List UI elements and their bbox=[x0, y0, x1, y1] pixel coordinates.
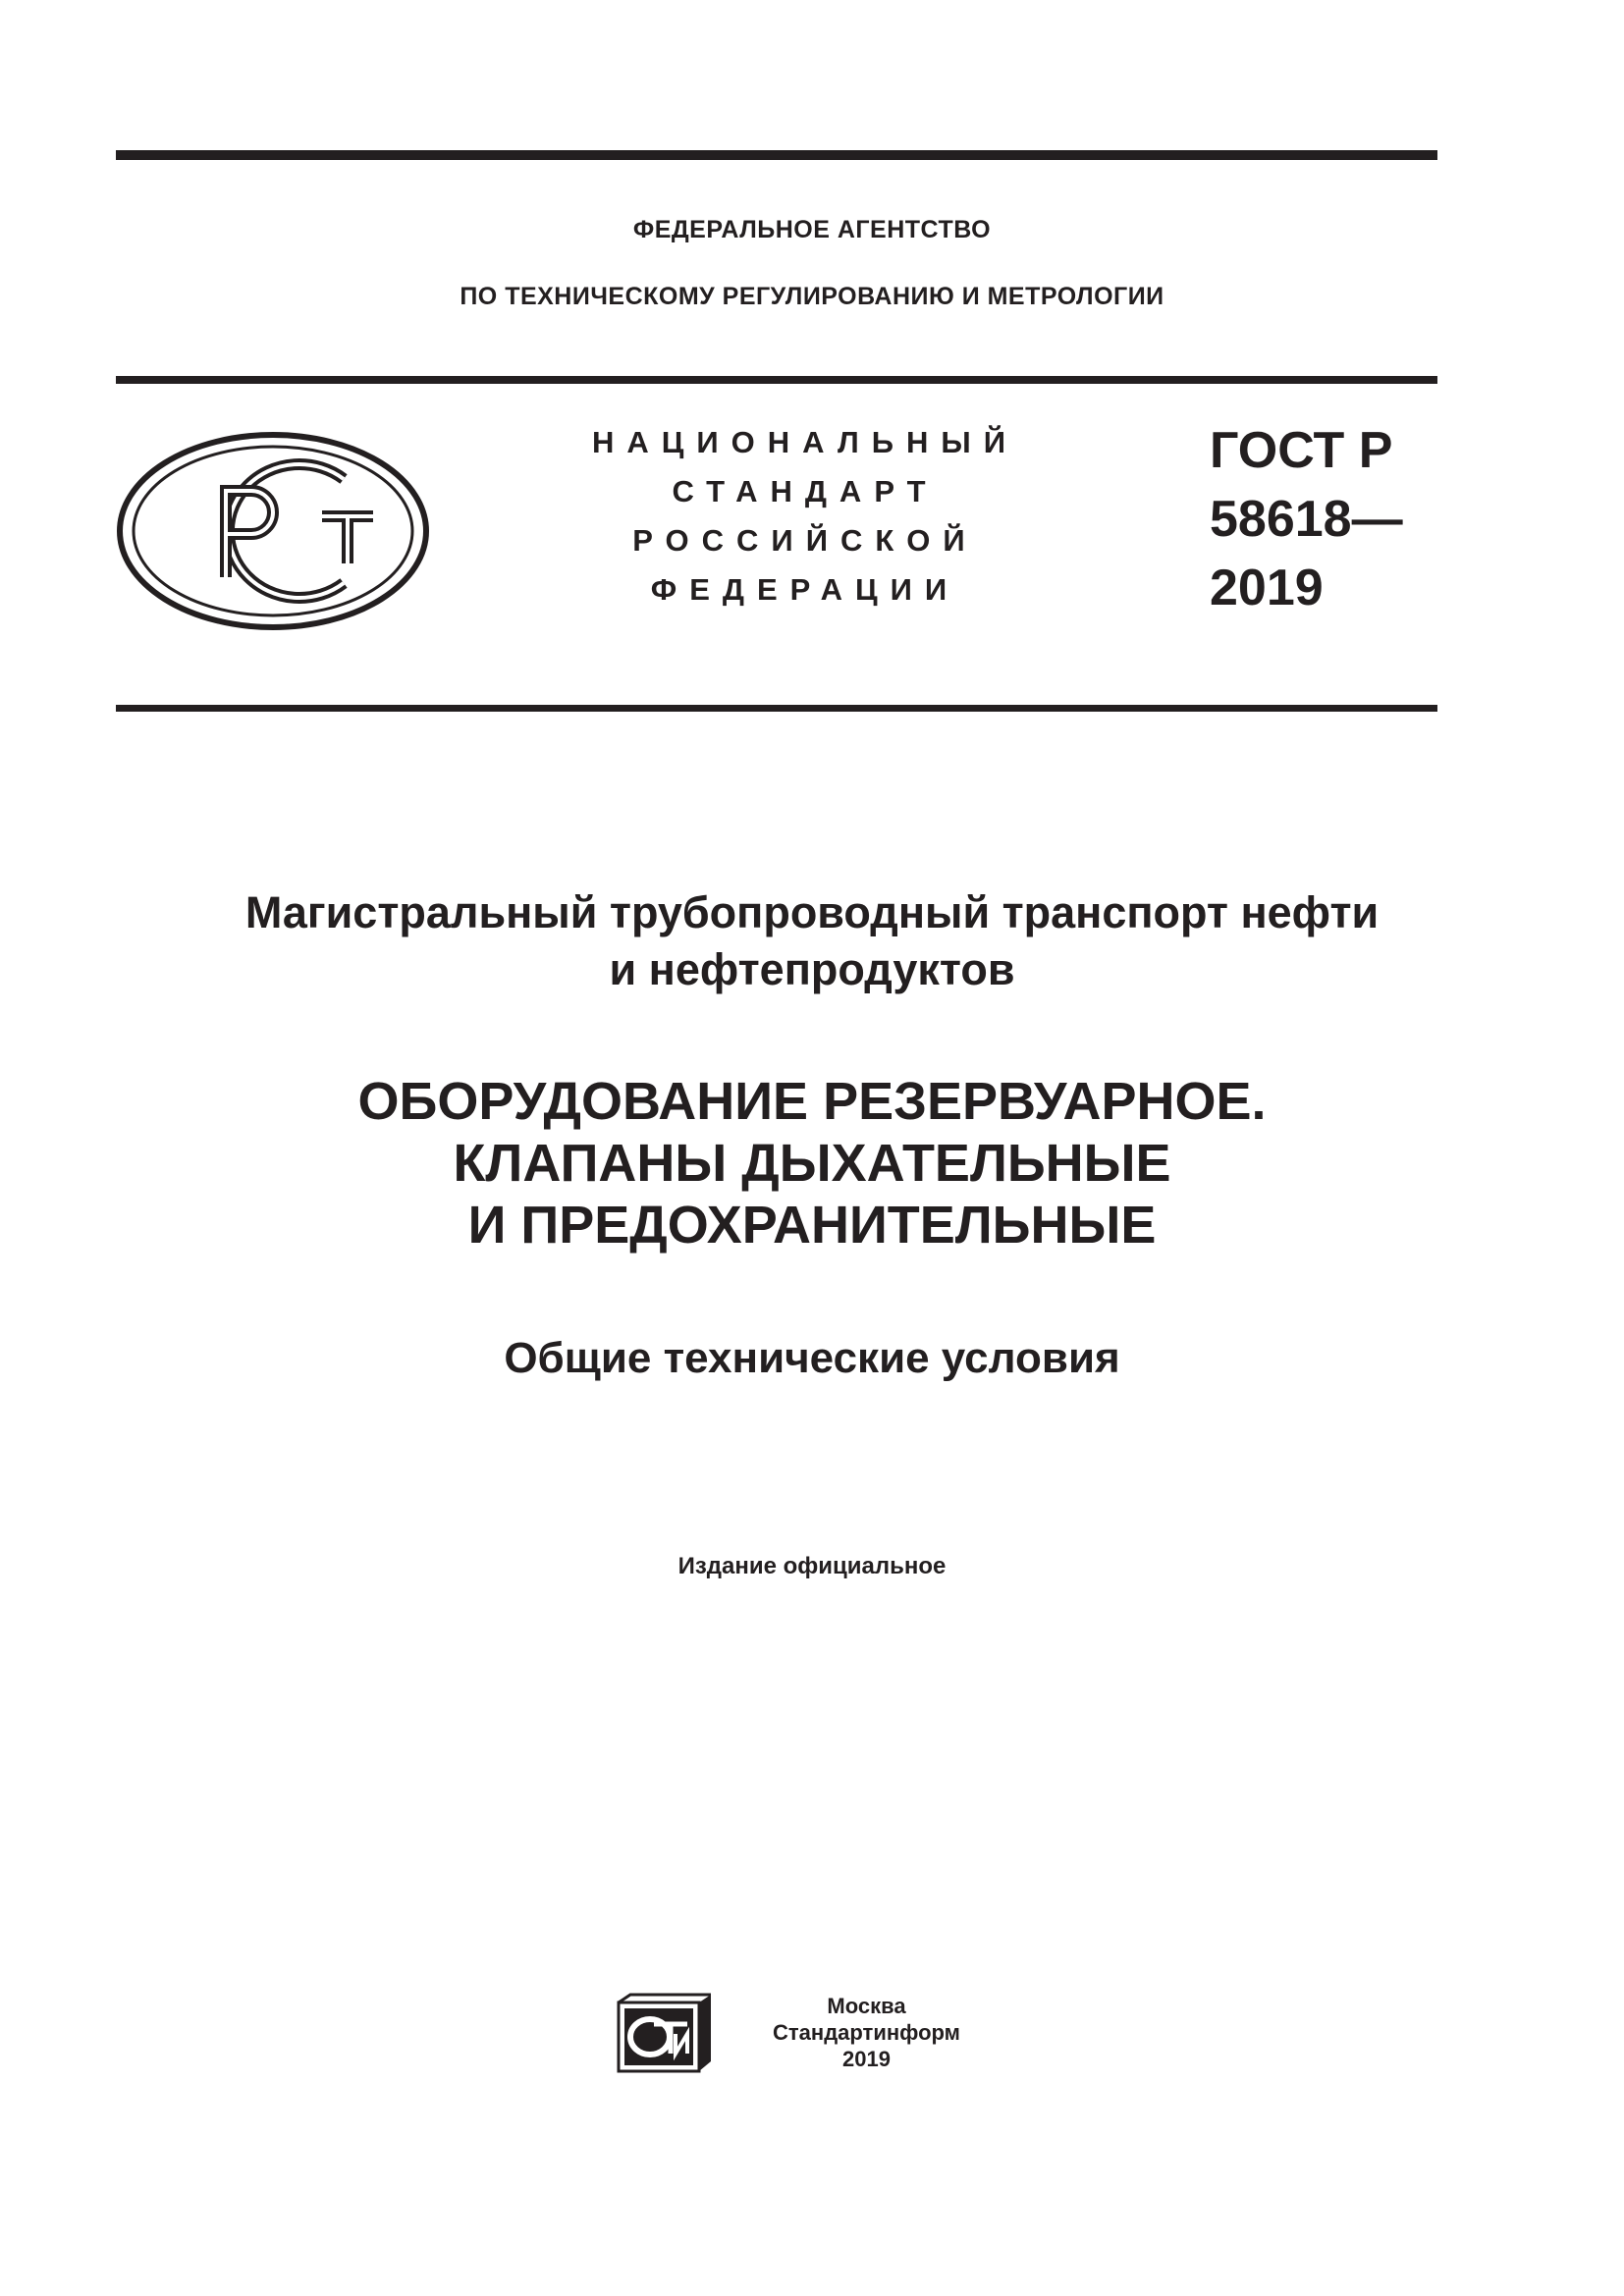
edition-label: Издание официальное bbox=[677, 1553, 947, 1579]
designation-rule bbox=[116, 705, 1437, 712]
standard-designation bbox=[1210, 416, 1403, 622]
title-line: КЛАПАНЫ ДЫХАТЕЛЬНЫЕ bbox=[453, 1134, 1171, 1193]
document-kind: Общие технические условия bbox=[504, 1334, 1120, 1382]
document-subtitle bbox=[0, 884, 1624, 998]
publisher-year: 2019 bbox=[842, 2047, 891, 2071]
designation-line: 2019 bbox=[1210, 560, 1324, 616]
document-title bbox=[0, 1071, 1624, 1256]
rst-logo-icon bbox=[116, 430, 432, 632]
subtitle-line: Магистральный трубопроводный транспорт нефти bbox=[244, 887, 1380, 937]
natl-line: ФЕДЕРАЦИИ bbox=[650, 572, 960, 607]
top-rule bbox=[116, 150, 1437, 160]
designation-line: ГОСТ Р bbox=[1210, 422, 1393, 479]
title-line: И ПРЕДОХРАНИТЕЛЬНЫЕ bbox=[467, 1196, 1157, 1255]
standartinform-logo-icon bbox=[617, 1993, 713, 2073]
publisher-imprint bbox=[727, 1993, 1006, 2072]
national-standard-label bbox=[550, 418, 1060, 614]
header-rule bbox=[116, 376, 1437, 384]
natl-line: НАЦИОНАЛЬНЫЙ bbox=[591, 425, 1019, 459]
subtitle-line: и нефтепродуктов bbox=[609, 944, 1015, 994]
publisher-name: Стандартинформ bbox=[773, 2020, 960, 2045]
title-line: ОБОРУДОВАНИЕ РЕЗЕРВУАРНОЕ. bbox=[357, 1072, 1267, 1131]
agency-line-2: ПО ТЕХНИЧЕСКОМУ РЕГУЛИРОВАНИЮ И МЕТРОЛОГИИ bbox=[460, 283, 1164, 310]
natl-line: СТАНДАРТ bbox=[672, 474, 939, 508]
agency-line-1: ФЕДЕРАЛЬНОЕ АГЕНТСТВО bbox=[632, 216, 992, 243]
designation-line: 58618— bbox=[1210, 491, 1403, 548]
natl-line: РОССИЙСКОЙ bbox=[632, 523, 978, 558]
publisher-city: Москва bbox=[827, 1994, 906, 2018]
